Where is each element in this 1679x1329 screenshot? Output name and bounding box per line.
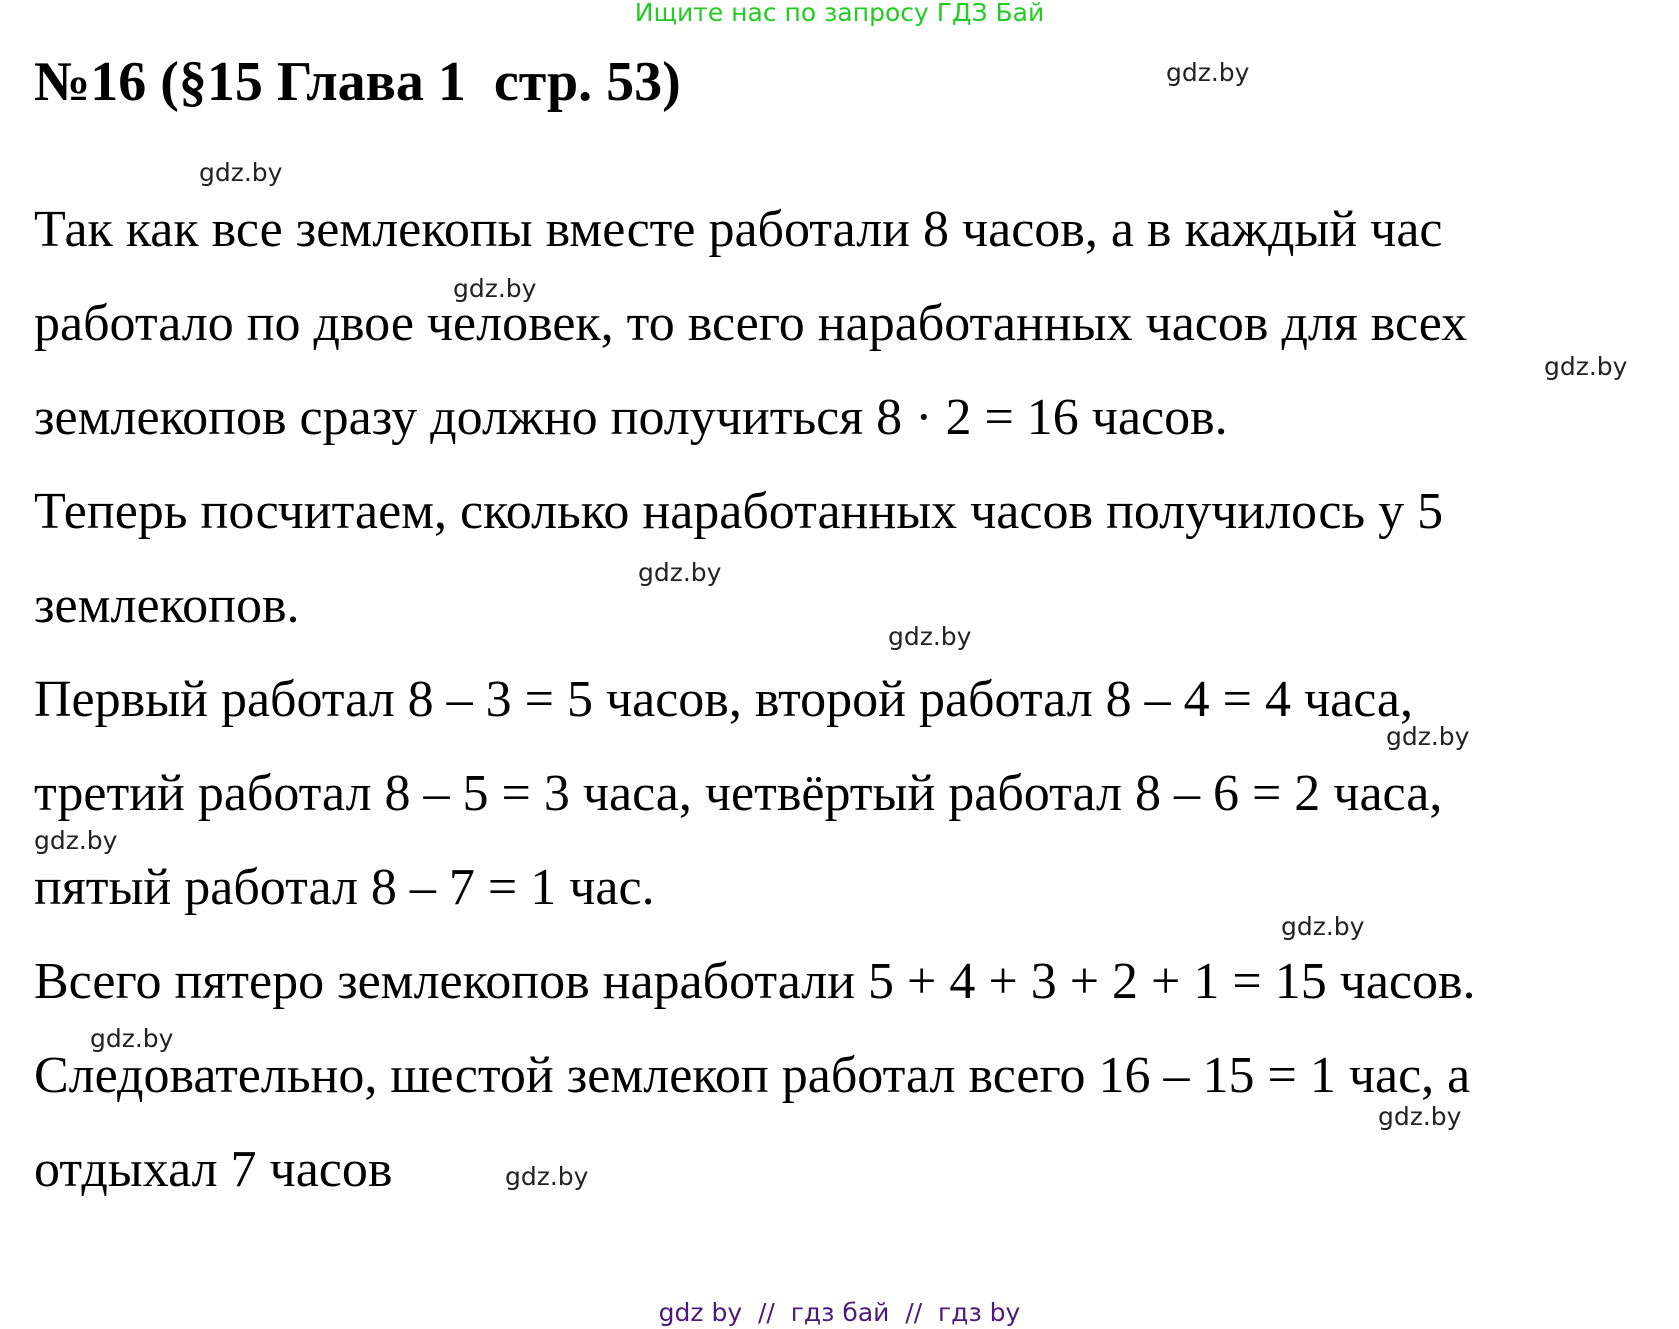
watermark: gdz.by: [453, 274, 537, 303]
watermark: gdz.by: [638, 558, 722, 587]
watermark: gdz.by: [1386, 722, 1470, 751]
watermark: gdz.by: [1544, 352, 1628, 381]
watermark: gdz.by: [1378, 1102, 1462, 1131]
watermark: gdz.by: [888, 622, 972, 651]
body-line: землекопов сразу должно получиться 8 · 2 = 16 часов.: [34, 389, 1228, 446]
watermark: gdz.by: [199, 158, 283, 187]
watermark: gdz.by: [1166, 58, 1250, 87]
watermark: gdz.by: [1281, 912, 1365, 941]
body-line: Всего пятеро землекопов наработали 5 + 4 + 3 + 2 + 1 = 15 часов.: [34, 953, 1476, 1010]
footer-links: gdz by // гдз бай // гдз by: [658, 1298, 1021, 1327]
body-line: третий работал 8 – 5 = 3 часа, четвёртый работал 8 – 6 = 2 часа,: [34, 765, 1443, 822]
watermark: gdz.by: [505, 1162, 589, 1191]
body-line: пятый работал 8 – 7 = 1 час.: [34, 859, 655, 916]
watermark: gdz.by: [34, 826, 118, 855]
body-line: Так как все землекопы вместе работали 8 часов, а в каждый час: [34, 201, 1443, 258]
body-line: работало по двое человек, то всего наработанных часов для всех: [34, 295, 1468, 352]
body-line: Следовательно, шестой землекоп работал всего 16 – 15 = 1 час, а: [34, 1047, 1471, 1104]
top-banner: Ищите нас по запросу ГДЗ Бай: [634, 0, 1045, 27]
page-title: №16 (§15 Глава 1 стр. 53): [34, 51, 681, 113]
watermark: gdz.by: [90, 1024, 174, 1053]
body-line: Первый работал 8 – 3 = 5 часов, второй работал 8 – 4 = 4 часа,: [34, 671, 1414, 728]
body-line: отдыхал 7 часов: [34, 1141, 393, 1198]
body-line: Теперь посчитаем, сколько наработанных часов получилось у 5: [34, 483, 1444, 540]
body-line: землекопов.: [34, 577, 300, 634]
